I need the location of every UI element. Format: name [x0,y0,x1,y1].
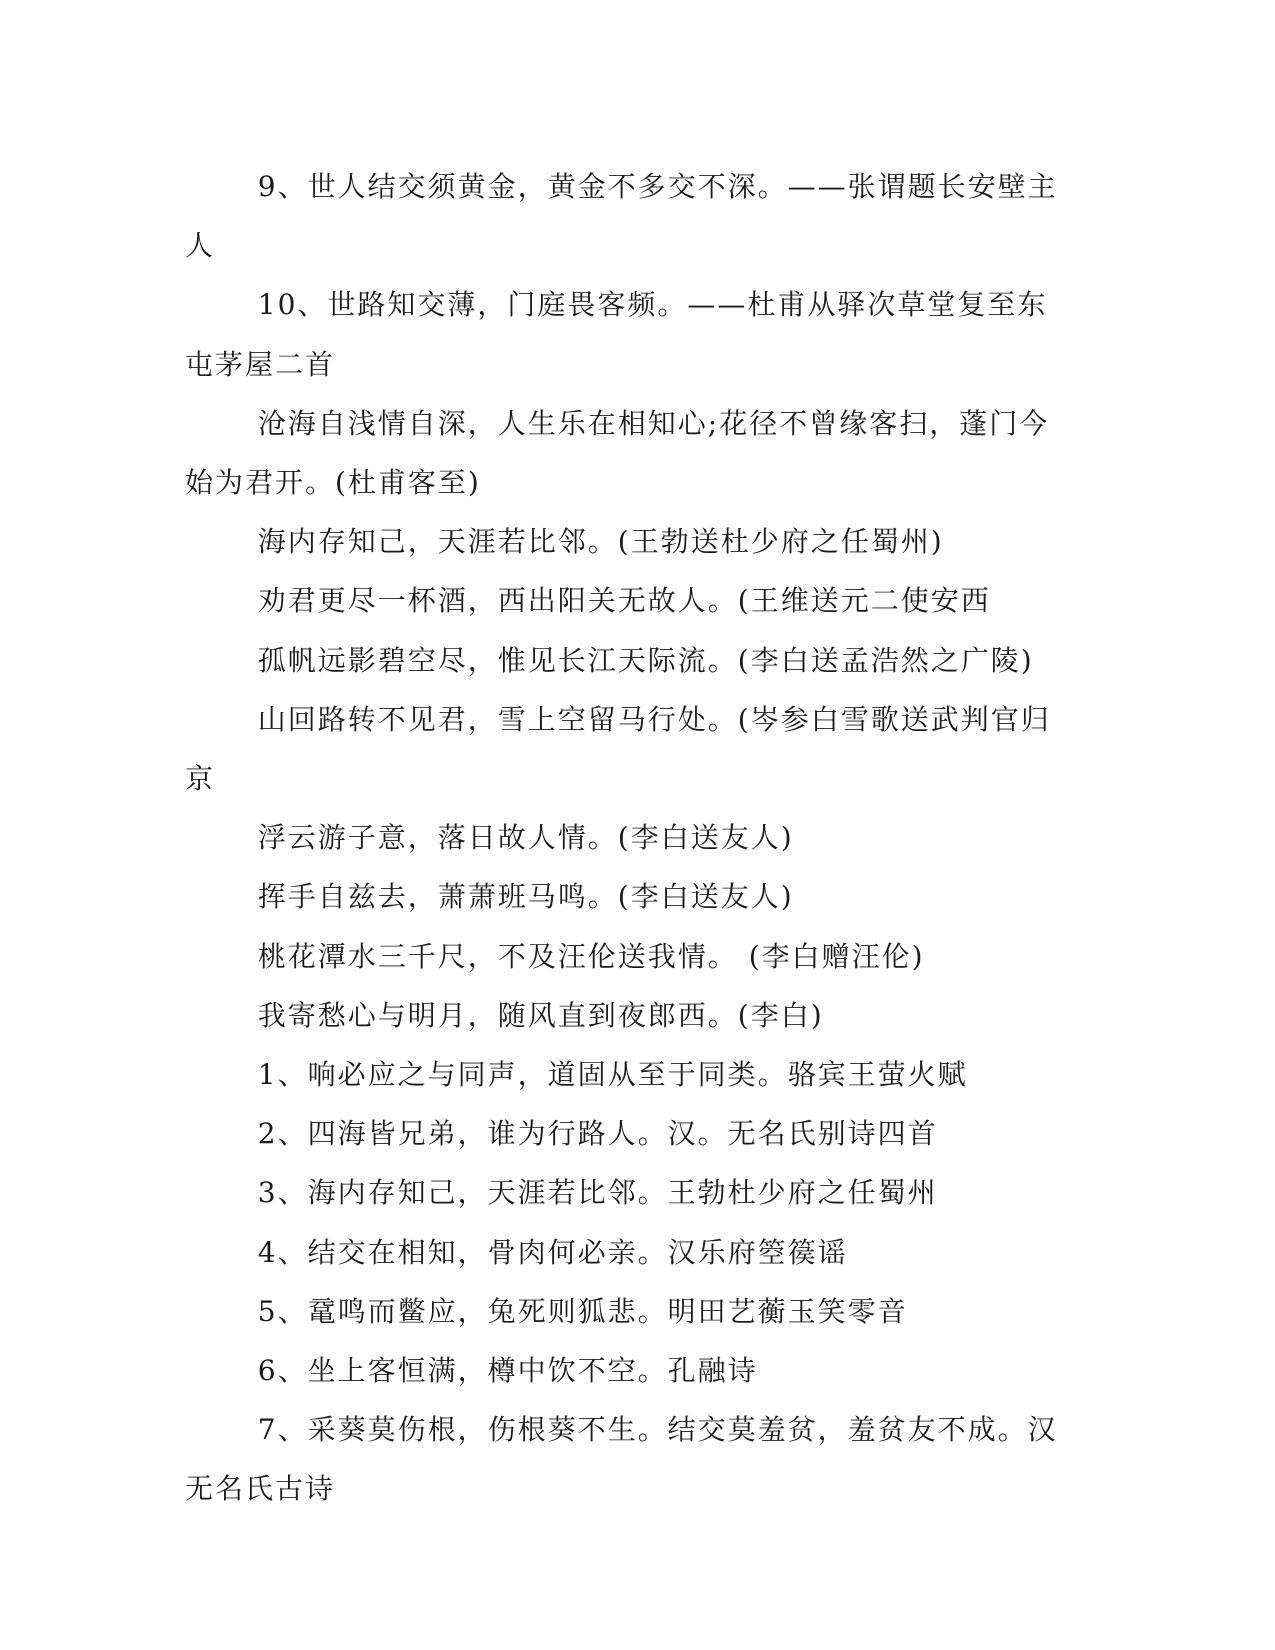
paragraph: 1、响必应之与同声，道固从至于同类。骆宾王萤火赋 [257,1058,968,1092]
paragraph: 海内存知己，天涯若比邻。(王勃送杜少府之任蜀州) [257,525,944,559]
paragraph: 5、鼋鸣而鳖应，兔死则狐悲。明田艺蘅玉笑零音 [257,1294,908,1328]
paragraph: 3、海内存知己，天涯若比邻。王勃杜少府之任蜀州 [257,1176,938,1210]
paragraph: 9、世人结交须黄金，黄金不多交不深。——张谓题长安壁主人 [185,170,1058,263]
paragraph: 沧海自浅情自深，人生乐在相知心;花径不曾缘客扫，蓬门今始为君开。(杜甫客至) [185,406,1050,500]
paragraph: 浮云游子意，落日故人情。(李白送友人) [257,821,794,855]
paragraph: 6、坐上客恒满，樽中饮不空。孔融诗 [257,1354,758,1388]
paragraph: 我寄愁心与明月，随风直到夜郎西。(李白) [257,998,824,1032]
paragraph: 10、世路知交薄，门庭畏客频。——杜甫从驿次草堂复至东屯茅屋二首 [185,288,1048,381]
paragraph: 桃花潭水三千尺，不及汪伦送我情。 (李白赠汪伦) [257,939,925,973]
document-body [185,157,1065,1519]
paragraph: 挥手自兹去，萧萧班马鸣。(李白送友人) [257,880,794,914]
paragraph: 山回路转不见君，雪上空留马行处。(岑参白雪歌送武判官归京 [185,702,1051,796]
paragraph: 孤帆远影碧空尽，惟见长江天际流。(李白送孟浩然之广陵) [257,643,1034,677]
paragraph: 7、采葵莫伤根，伤根葵不生。结交莫羞贫，羞贫友不成。汉无名氏古诗 [185,1413,1058,1506]
paragraph: 劝君更尽一杯酒，西出阳关无故人。(王维送元二使安西 [257,584,991,618]
paragraph: 2、四海皆兄弟，谁为行路人。汉。无名氏别诗四首 [257,1117,938,1151]
paragraph: 4、结交在相知，骨肉何必亲。汉乐府箜篌谣 [257,1235,848,1269]
